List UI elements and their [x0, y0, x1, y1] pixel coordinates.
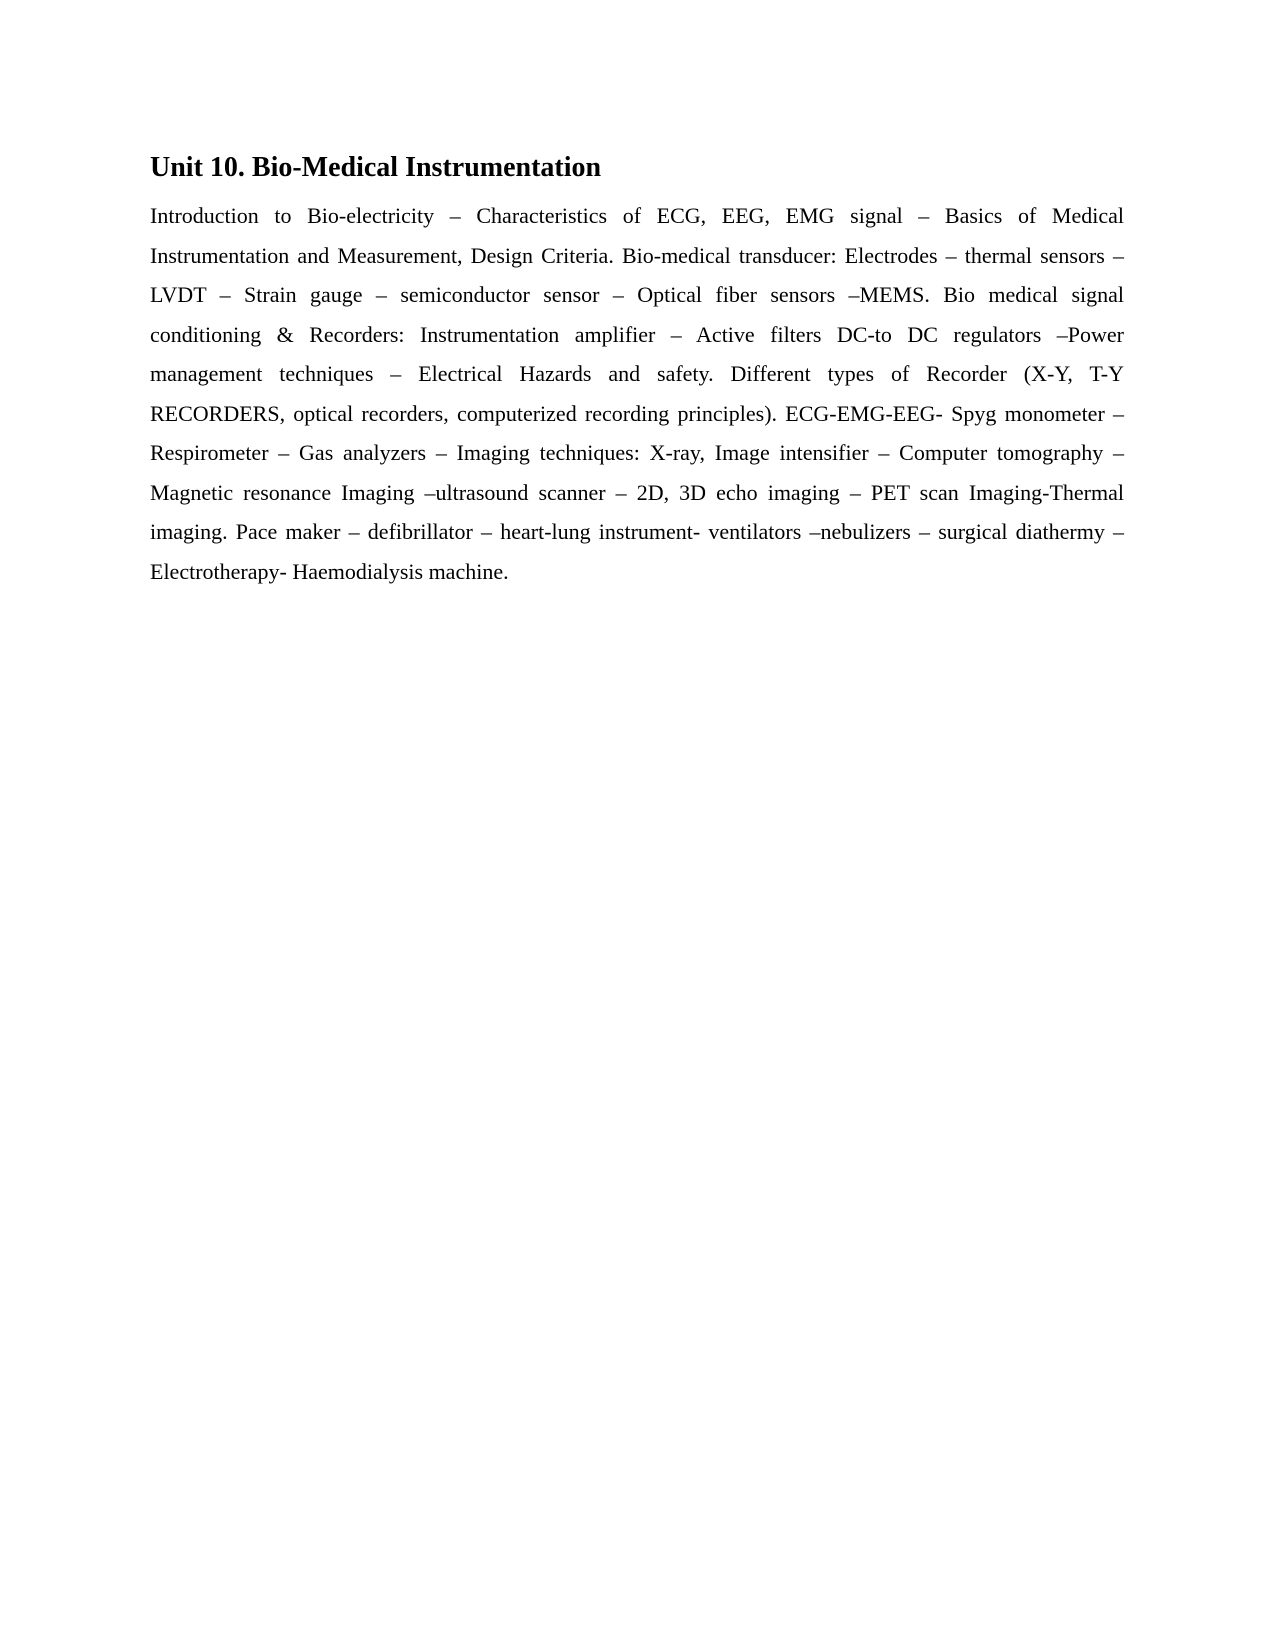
unit-heading: Unit 10. Bio-Medical Instrumentation [150, 152, 602, 183]
document-content [150, 148, 1124, 591]
unit-description-paragraph: Introduction to Bio-electricity – Characteristics of ECG, EEG, EMG signal – Basics of Medical Instrumentation and Measurement, Design Criteria. Bio-medical transducer: Electrodes – thermal sensors – LVDT – Strain gauge – semiconductor sensor – Optical fiber sensors –MEMS. Bio medical signal conditioning & Recorders: Instrumentation amplifier – Active filters DC-to DC regulators –Power management techniques – Electrical Hazards and safety. Different types of Recorder (X-Y, T-Y RECORDERS, optical recorders, computerized recording principles). ECG-EMG-EEG- Spyg monometer – Respirometer – Gas analyzers – Imaging techniques: X-ray, Image intensifier – Computer tomography – Magnetic resonance Imaging –ultrasound scanner – 2D, 3D echo imaging – PET scan Imaging-Thermal imaging. Pace maker – defibrillator – heart-lung instrument- ventilators –nebulizers – surgical diathermy – Electrotherapy- Haemodialysis machine. [150, 203, 1124, 584]
